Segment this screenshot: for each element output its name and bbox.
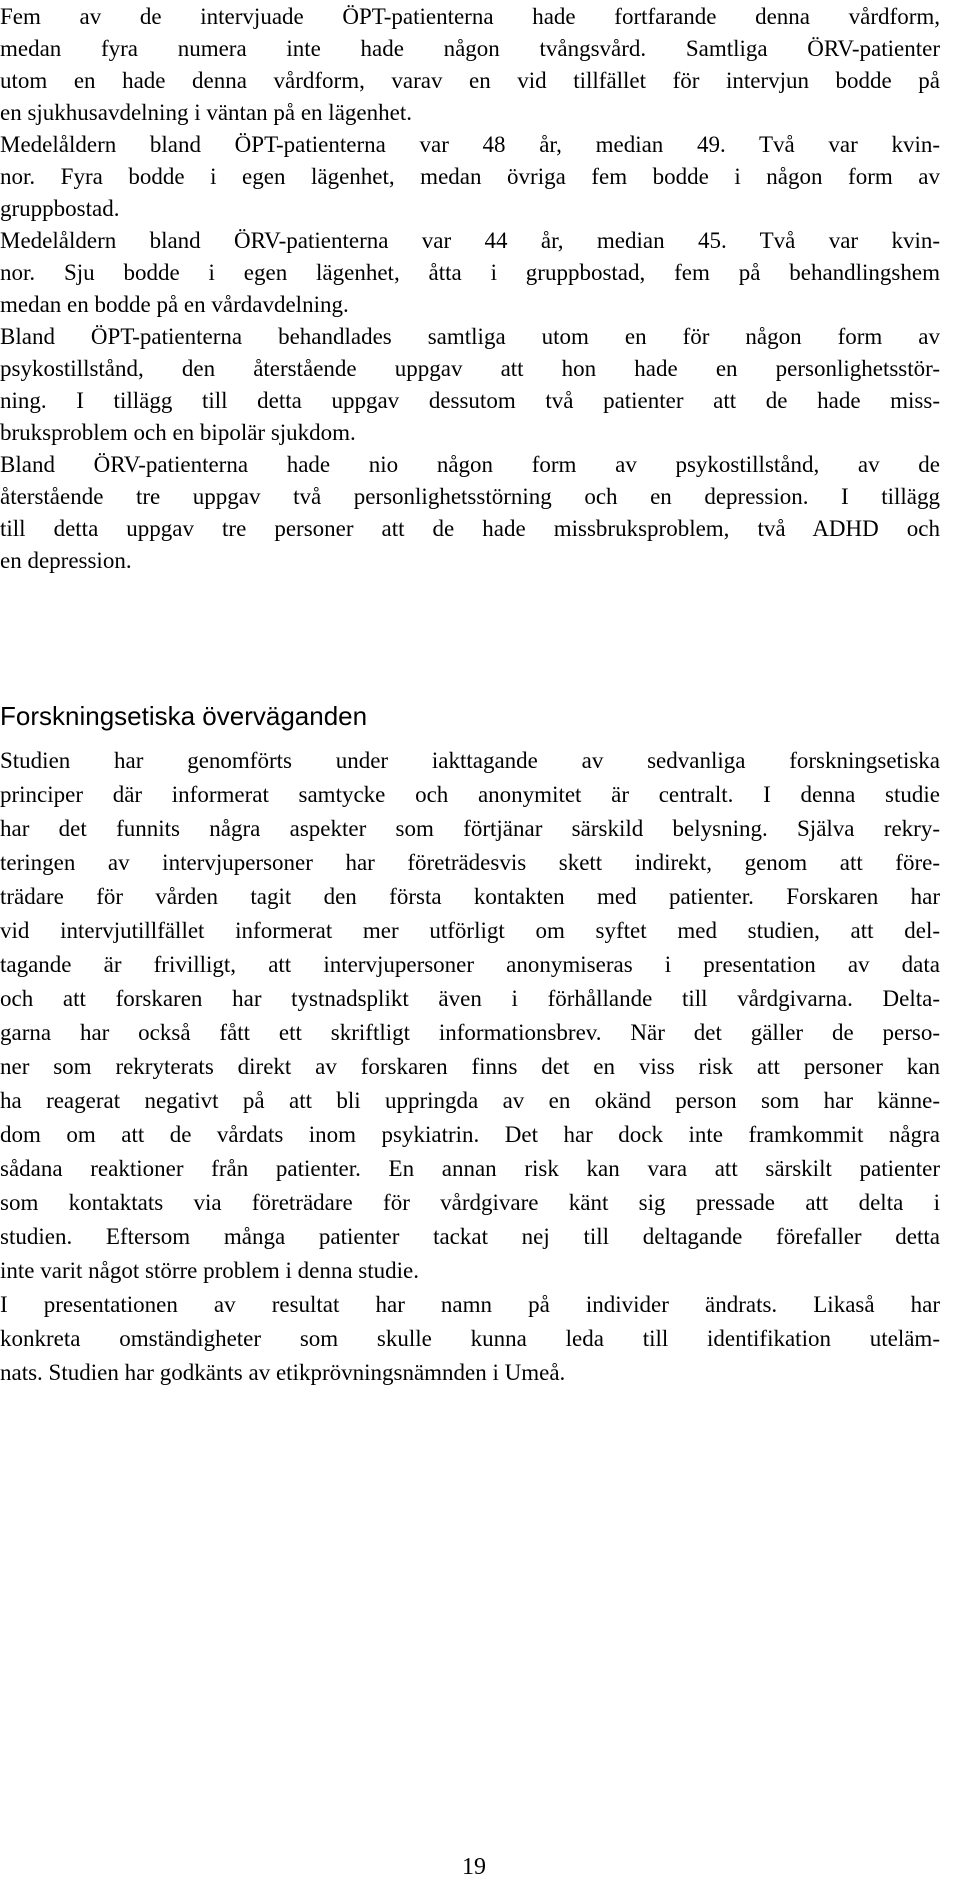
text-line: nor. Fyra bodde i egen lägenhet, medan övriga fem bodde i någon form av <box>0 164 940 189</box>
text-line: principer där informerat samtycke och anonymitet är centralt. I denna studie <box>0 782 940 807</box>
text-line: I presentationen av resultat har namn på individer ändrats. Likaså har <box>0 1292 940 1317</box>
text-line: nats. Studien har godkänts av etikprövningsnämnden i Umeå. <box>0 1360 566 1385</box>
text-line: vid intervjutillfället informerat mer utförligt om syftet med studien, att del- <box>0 918 940 943</box>
text-line: nor. Sju bodde i egen lägenhet, åtta i gruppbostad, fem på behandlingshem <box>0 260 940 285</box>
text-line: teringen av intervjupersoner har företrädesvis skett indirekt, genom att före- <box>0 850 940 875</box>
text-line: till detta uppgav tre personer att de hade missbruksproblem, två ADHD och <box>0 516 940 541</box>
text-line: medan fyra numera inte hade någon tvångsvård. Samtliga ÖRV-patienter <box>0 36 940 61</box>
section-heading: Forskningsetiska överväganden <box>0 701 368 731</box>
text-line: konkreta omständigheter som skulle kunna leda till identifikation uteläm- <box>0 1326 940 1351</box>
text-line: sådana reaktioner från patienter. En annan risk kan vara att särskilt patienter <box>0 1156 940 1181</box>
text-line: Medelåldern bland ÖRV-patienterna var 44 år, median 45. Två var kvin- <box>0 228 940 253</box>
text-line: inte varit något större problem i denna studie. <box>0 1258 419 1283</box>
text-line: tagande är frivilligt, att intervjupersoner anonymiseras i presentation av data <box>0 952 940 977</box>
text-line: psykostillstånd, den återstående uppgav att hon hade en personlighetsstör- <box>0 356 940 381</box>
text-line: och att forskaren har tystnadsplikt även i förhållande till vårdgivarna. Delta- <box>0 986 940 1011</box>
text-line: ner som rekryterats direkt av forskaren finns det en viss risk att personer kan <box>0 1054 940 1079</box>
text-line: gruppbostad. <box>0 196 120 221</box>
text-line: trädare för vården tagit den första kontakten med patienter. Forskaren har <box>0 884 940 909</box>
text-line: som kontaktats via företrädare för vårdgivare känt sig pressade att delta i <box>0 1190 940 1215</box>
text-line: en depression. <box>0 548 132 573</box>
text-line: Bland ÖPT-patienterna behandlades samtliga utom en för någon form av <box>0 324 940 349</box>
text-line: har det funnits några aspekter som förtjänar särskild belysning. Själva rekry- <box>0 816 940 841</box>
text-line: bruksproblem och en bipolär sjukdom. <box>0 420 356 445</box>
text-line: dom om att de vårdats inom psykiatrin. Det har dock inte framkommit några <box>0 1122 940 1147</box>
text-line: ning. I tillägg till detta uppgav dessutom två patienter att de hade miss- <box>0 388 940 413</box>
text-line: medan en bodde på en vårdavdelning. <box>0 292 349 317</box>
page-number: 19 <box>462 1854 486 1880</box>
text-line: Medelåldern bland ÖPT-patienterna var 48 år, median 49. Två var kvin- <box>0 132 940 157</box>
text-line: utom en hade denna vårdform, varav en vid tillfället för intervjun bodde på <box>0 68 940 93</box>
text-line: garna har också fått ett skriftligt informationsbrev. När det gäller de perso- <box>0 1020 940 1045</box>
text-line: Fem av de intervjuade ÖPT-patienterna hade fortfarande denna vårdform, <box>0 4 940 29</box>
text-line: Studien har genomförts under iakttagande av sedvanliga forskningsetiska <box>0 748 940 773</box>
text-line: studien. Eftersom många patienter tackat nej till deltagande förefaller detta <box>0 1224 940 1249</box>
text-line: en sjukhusavdelning i väntan på en lägenhet. <box>0 100 412 125</box>
text-line: återstående tre uppgav två personlighetsstörning och en depression. I tillägg <box>0 484 940 509</box>
text-line: Bland ÖRV-patienterna hade nio någon form av psykostillstånd, av de <box>0 452 940 477</box>
text-line: ha reagerat negativt på att bli uppringda av en okänd person som har känne- <box>0 1088 940 1113</box>
